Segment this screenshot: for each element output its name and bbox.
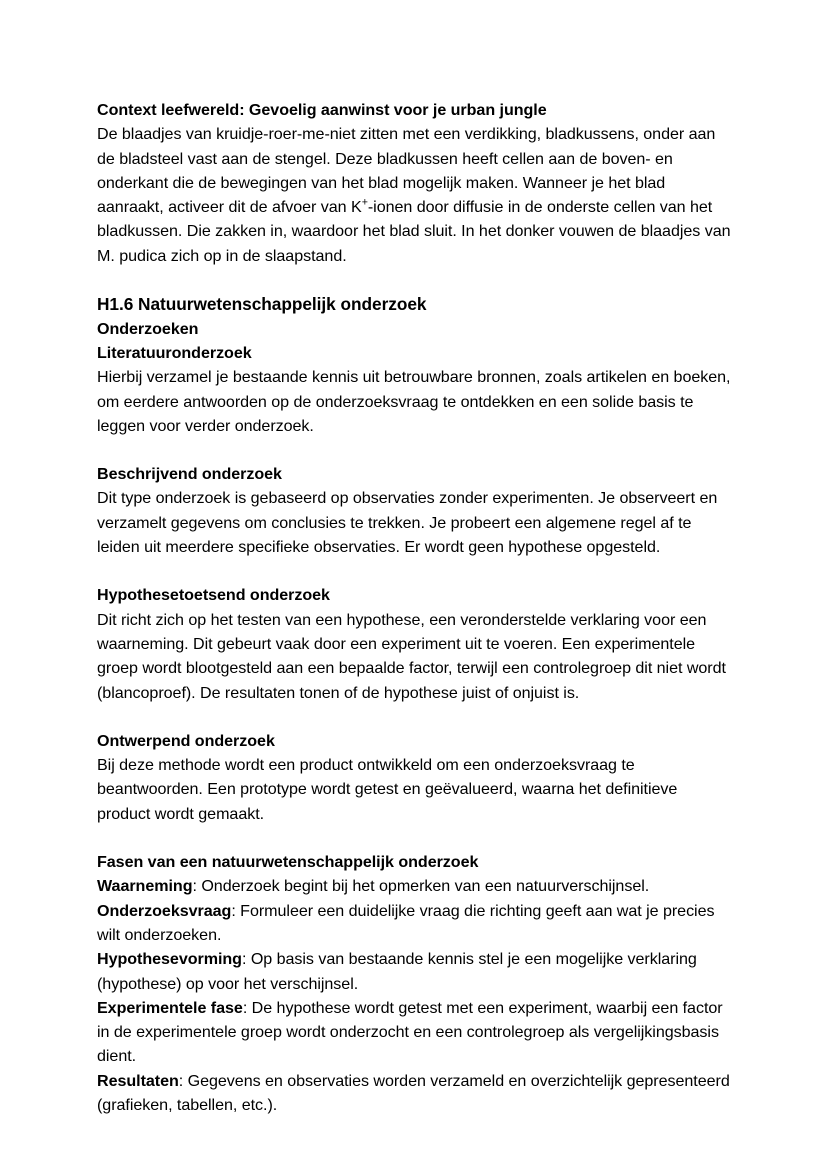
phase-separator: : [178, 1071, 188, 1090]
document-content [97, 98, 733, 1117]
phase-label: Resultaten [97, 1071, 179, 1090]
spacer [97, 705, 733, 729]
phase-label: Hypothesevorming [97, 950, 242, 969]
context-body-part-2: -ionen door diffusie in de onderste cellen van het bladkussen. Die zakken in, waardoor het blad sluit. In het donker vouwen de blaadjes van M. pudica zich op in de slaapstand. [97, 198, 731, 265]
phase-description: Onderzoek begint bij het opmerken van een natuurverschijnsel. [201, 877, 650, 896]
phase-separator: : [241, 950, 251, 969]
chapter-title: H1.6 Natuurwetenschappelijk onderzoek [97, 294, 427, 315]
phase-item [97, 947, 733, 996]
phase-label: Waarneming [97, 877, 193, 896]
phase-separator: : [242, 998, 252, 1017]
phase-description: De hypothese wordt getest met een experiment, waarbij een factor in de experimentele groep wordt onderzocht en een controlegroep als vergelijkingsbasis dient. [97, 998, 723, 1066]
research-type-body: Hierbij verzamel je bestaande kennis uit betrouwbare bronnen, zoals artikelen en boeken, om eerdere antwoorden op de onderzoeksvraag te ontdekken en een solide basis te leggen voor verder onderzoek. [97, 368, 731, 435]
research-type-heading: Literatuuronderzoek [97, 343, 252, 362]
research-type-body: Dit type onderzoek is gebaseerd op observaties zonder experimenten. Je observeert en verzamelt gegevens om conclusies te trekken. Je probeert een algemene regel af te leiden uit meerdere specifieke observaties. Er wordt geen hypothese opgesteld. [97, 489, 718, 557]
research-type-body: Bij deze methode wordt een product ontwikkeld om een onderzoeksvraag te beantwoorden. Een prototype wordt getest en geëvalueerd, waarna het definitieve product wordt gemaakt. [97, 756, 678, 823]
phase-item [97, 1069, 733, 1118]
section-hypothesetoetsend-onderzoek [97, 583, 733, 704]
research-type-heading: Ontwerpend onderzoek [97, 731, 275, 750]
phase-separator: : [192, 877, 202, 896]
phase-description: Gegevens en observaties worden verzameld en overzichtelijk gepresenteerd (grafieken, tabellen, etc.). [97, 1071, 730, 1114]
context-body-part-1: De blaadjes van kruidje-roer-me-niet zitten met een verdikking, bladkussens, onder aan de bladsteel vast aan de stengel. Deze bladkussen heeft cellen aan de boven- en onderkant die de bewegingen van het blad mogelijk maken. Wanneer je het blad aanraakt, activeer dit de afvoer van K [97, 125, 716, 217]
section-literatuuronderzoek [97, 341, 733, 438]
context-section-body [97, 122, 733, 268]
phase-item [97, 996, 733, 1069]
context-section-heading: Context leefwereld: Gevoelig aanwinst voor je urban jungle [97, 101, 547, 119]
spacer [97, 559, 733, 583]
potassium-ion-charge-superscript: + [361, 196, 368, 209]
spacer [97, 826, 733, 850]
phase-description: Op basis van bestaande kennis stel je een mogelijke verklaring (hypothese) op voor het verschijnsel. [97, 950, 697, 993]
research-type-heading: Hypothesetoetsend onderzoek [97, 586, 330, 605]
spacer [97, 268, 733, 292]
phase-separator: : [231, 901, 241, 920]
phase-item [97, 899, 733, 948]
research-type-body: Dit richt zich op het testen van een hypothese, een veronderstelde verklaring voor een waarneming. Dit gebeurt vaak door een experiment uit te voeren. Een experimentele groep wordt blootgesteld aan een bepaalde factor, terwijl een controlegroep dit niet wordt (blancoproef). De resultaten tonen of de hypothese juist of onjuist is. [97, 610, 726, 702]
phases-section-heading: Fasen van een natuurwetenschappelijk onderzoek [97, 853, 479, 872]
section-ontwerpend-onderzoek [97, 729, 733, 826]
section-beschrijvend-onderzoek [97, 462, 733, 559]
chapter-subtitle: Onderzoeken [97, 319, 199, 338]
research-type-heading: Beschrijvend onderzoek [97, 465, 282, 484]
spacer [97, 438, 733, 462]
phase-description: Formuleer een duidelijke vraag die richting geeft aan wat je precies wilt onderzoeken. [97, 901, 715, 944]
phase-label: Onderzoeksvraag [97, 901, 232, 920]
section-context-leefwereld [97, 98, 733, 268]
section-chapter-header [97, 292, 733, 341]
phase-label: Experimentele fase [97, 998, 243, 1017]
phase-item [97, 874, 733, 898]
section-onderzoeksfasen [97, 850, 733, 1117]
